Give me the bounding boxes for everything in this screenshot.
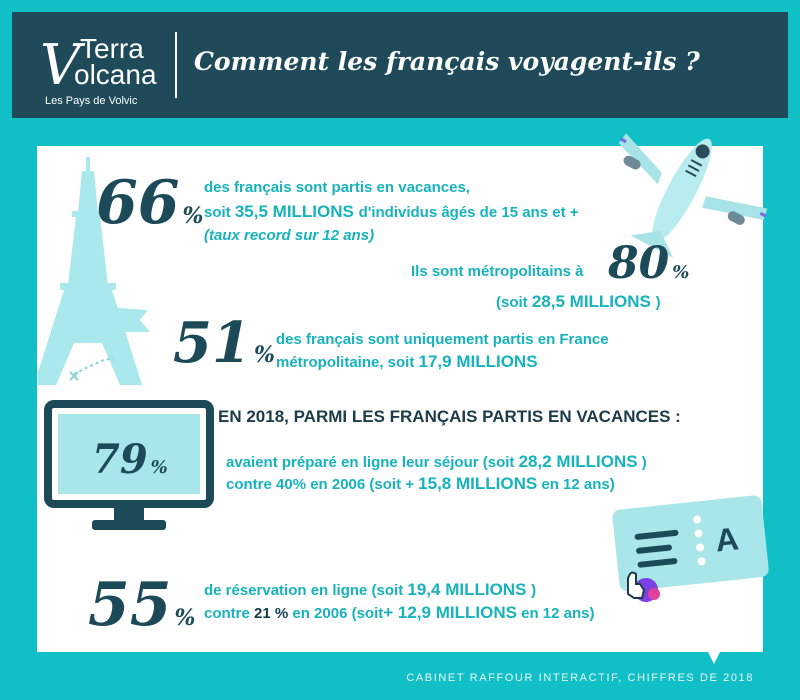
logo-tagline: Les Pays de Volvic xyxy=(45,95,138,107)
stat-66-line3: (taux record sur 12 ans) xyxy=(204,227,375,244)
stat-51-line2-pre: métropolitaine, soit xyxy=(276,354,419,371)
stat-66-line2 xyxy=(204,202,579,223)
stat-79-millions: 28,2 MILLIONS xyxy=(518,452,638,471)
stat-79-value: 79 xyxy=(92,436,148,483)
header-divider xyxy=(175,32,177,98)
stat-80-sub-post: ) xyxy=(655,294,661,311)
stat-55-line2 xyxy=(204,603,595,624)
stat-55-number xyxy=(88,570,196,640)
logo-terra: Terra xyxy=(80,33,144,64)
stat-66-number xyxy=(96,168,204,238)
stat-80-millions: 28,5 MILLIONS xyxy=(531,292,656,311)
stat-79-millions-2: 15,8 MILLIONS xyxy=(418,474,538,493)
stat-66-millions: 35,5 MILLIONS xyxy=(234,202,359,221)
stat-51-line2 xyxy=(276,352,538,373)
stat-79-line1-post: ) xyxy=(637,454,647,471)
stat-55-21pct: 21 % xyxy=(254,605,289,622)
stat-55-millions-2: + 12,9 MILLIONS xyxy=(383,603,517,622)
stat-79-line2-post: en 12 ans) xyxy=(537,476,615,493)
stat-51-value: 51 xyxy=(173,310,251,376)
stat-51-pct: % xyxy=(253,342,275,368)
stat-80-sub xyxy=(496,292,661,313)
stat-80-sub-pre: (soit xyxy=(496,294,532,311)
stat-66-value: 66 xyxy=(96,168,180,238)
flag-icon xyxy=(70,302,160,387)
stat-80-pct: % xyxy=(672,262,690,283)
stat-55-pct: % xyxy=(174,605,196,631)
source-credit: CABINET RAFFOUR INTERACTIF, CHIFFRES DE 2018 xyxy=(406,672,754,684)
page-title: Comment les français voyagent-ils ? xyxy=(194,47,700,76)
stat-55-millions: 19,4 MILLIONS xyxy=(407,580,532,599)
logo-olcana: olcana xyxy=(74,59,157,90)
terra-volcana-logo[interactable] xyxy=(40,32,170,112)
stat-51-millions: 17,9 MILLIONS xyxy=(418,352,538,371)
logo-v: V xyxy=(40,33,81,98)
stat-66-line2-pre: soit xyxy=(204,204,235,221)
stat-55-value: 55 xyxy=(88,570,172,640)
ticket-letter: A xyxy=(713,520,741,559)
header-banner xyxy=(12,12,788,118)
stat-66-line1: des français sont partis en vacances, xyxy=(204,179,470,196)
stat-66-pct: % xyxy=(182,203,204,229)
stat-2018-headline: EN 2018, PARMI LES FRANÇAIS PARTIS EN VACANCES : xyxy=(218,407,681,426)
stat-51-number xyxy=(173,310,275,376)
stat-66-line2-post: d'individus âgés de 15 ans et + xyxy=(358,204,579,221)
stat-55-line2-post: en 12 ans) xyxy=(516,605,595,622)
card-speech-tail xyxy=(708,652,720,664)
stat-80-pre: Ils sont métropolitains à xyxy=(411,263,584,280)
stat-55-line1-post: ) xyxy=(531,582,537,599)
stat-79-line1-pre: avaient préparé en ligne leur séjour (soit xyxy=(226,454,519,471)
stat-51-line1: des français sont uniquement partis en France xyxy=(276,331,609,348)
stat-79-number xyxy=(92,436,168,483)
stat-55-line2-mid: en 2006 (soit xyxy=(288,605,384,622)
stat-55-line2-pre: contre xyxy=(204,605,255,622)
stat-80-value: 80 xyxy=(608,238,670,289)
stat-79-line2-pre: contre 40% en 2006 (soit + xyxy=(226,476,419,493)
stat-79-line1 xyxy=(226,452,647,473)
cursor-hand-icon xyxy=(620,568,668,608)
stat-55-line1-pre: de réservation en ligne (soit xyxy=(204,582,408,599)
stat-79-line2 xyxy=(226,474,615,495)
stat-79-pct: % xyxy=(150,457,168,478)
stat-55-line1 xyxy=(204,580,536,601)
stat-80-number xyxy=(608,238,690,289)
